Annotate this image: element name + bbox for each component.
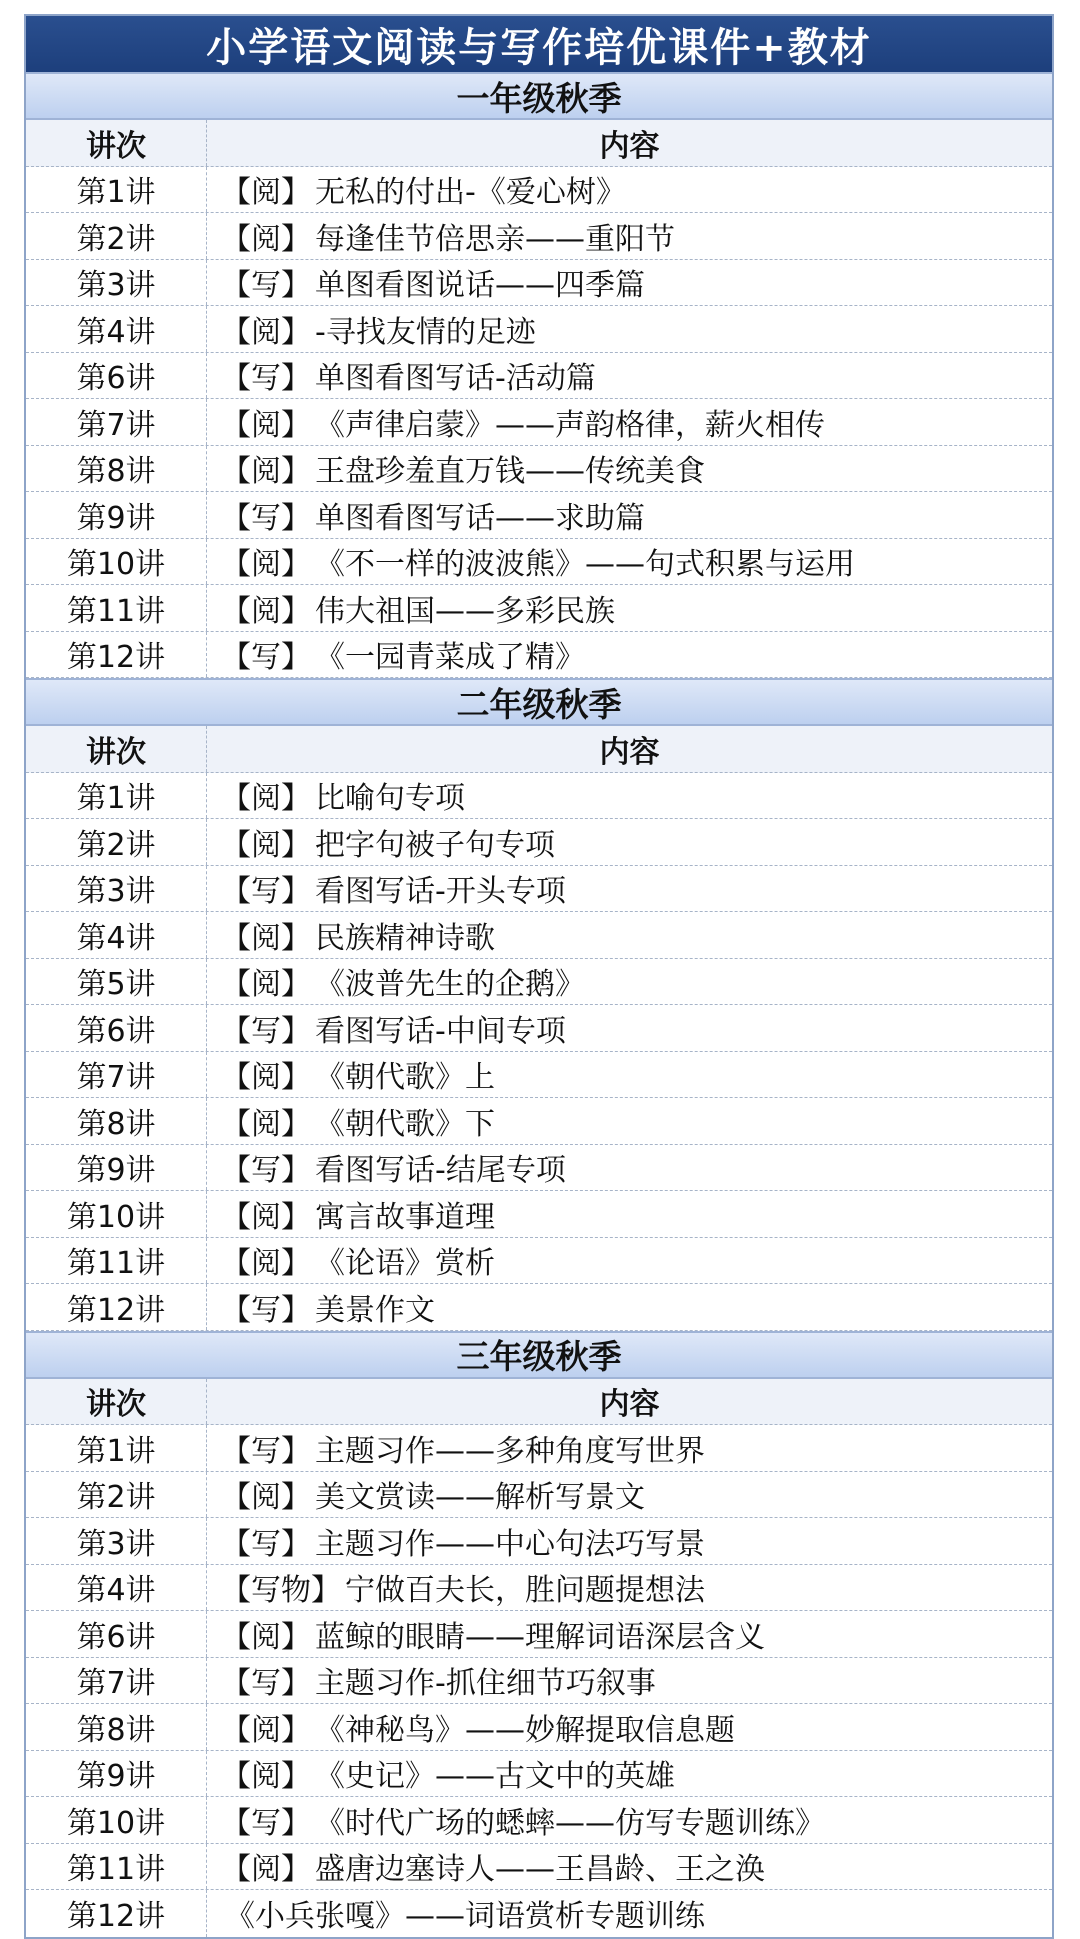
lesson-title: 主题习作——中心句法巧写景 (315, 1526, 705, 1562)
lesson-title: 单图看图写话-活动篇 (315, 361, 596, 397)
lesson-content (207, 1704, 1052, 1750)
lesson-title: 《波普先生的企鹅》 (315, 967, 585, 1003)
lesson-number: 第4讲 (26, 306, 207, 352)
lesson-title: 把字句被子句专项 (315, 827, 555, 863)
lesson-content (207, 1238, 1052, 1284)
lesson-number: 第1讲 (26, 167, 207, 213)
table-row (26, 167, 1052, 214)
lesson-tag: 【写】 (221, 500, 311, 536)
table-row (26, 585, 1052, 632)
table-row (26, 1844, 1052, 1891)
lesson-content (207, 539, 1052, 585)
lesson-tag: 【写】 (221, 1292, 311, 1328)
lesson-tag: 【阅】 (221, 781, 311, 817)
lesson-number: 第8讲 (26, 1704, 207, 1750)
lesson-content (207, 213, 1052, 259)
lesson-number: 第11讲 (26, 1238, 207, 1284)
table-row (26, 632, 1052, 679)
lesson-number: 第6讲 (26, 1611, 207, 1657)
table-row (26, 1518, 1052, 1565)
lesson-number: 第5讲 (26, 959, 207, 1005)
lesson-tag: 【阅】 (221, 407, 311, 443)
table-row (26, 866, 1052, 913)
lesson-title: 美文赏读——解析写景文 (315, 1480, 645, 1516)
lesson-number: 第11讲 (26, 585, 207, 631)
lesson-title: 看图写话-结尾专项 (315, 1153, 566, 1189)
table-row (26, 959, 1052, 1006)
lesson-number: 第12讲 (26, 632, 207, 678)
lesson-number: 第12讲 (26, 1284, 207, 1330)
lesson-title: 看图写话-开头专项 (315, 874, 566, 910)
lesson-tag: 【阅】 (221, 1199, 311, 1235)
lesson-title: 《史记》——古文中的英雄 (315, 1759, 675, 1795)
lesson-title: 《论语》赏析 (315, 1246, 495, 1282)
lesson-content (207, 1658, 1052, 1704)
lesson-content (207, 1098, 1052, 1144)
lesson-content (207, 1472, 1052, 1518)
lesson-tag: 【写】 (221, 1433, 311, 1469)
table-row (26, 1797, 1052, 1844)
lesson-title: 《神秘鸟》——妙解提取信息题 (315, 1712, 735, 1748)
table-row (26, 1611, 1052, 1658)
lesson-tag: 【写】 (221, 1666, 311, 1702)
lesson-content (207, 1518, 1052, 1564)
lesson-title: 《一园青菜成了精》 (315, 640, 585, 676)
table-row (26, 446, 1052, 493)
lesson-tag: 【写】 (221, 1805, 311, 1841)
lesson-number: 第9讲 (26, 1751, 207, 1797)
table-row (26, 1284, 1052, 1331)
table-row (26, 819, 1052, 866)
table-header-row (26, 726, 1052, 773)
lesson-number: 第9讲 (26, 492, 207, 538)
table-row (26, 306, 1052, 353)
lesson-number: 第8讲 (26, 1098, 207, 1144)
lesson-tag: 【阅】 (221, 314, 311, 350)
lesson-number: 第1讲 (26, 773, 207, 819)
lesson-content (207, 167, 1052, 213)
lesson-title: 宁做百夫长，胜问题提想法 (345, 1573, 705, 1609)
lesson-content (207, 632, 1052, 678)
table-row (26, 1890, 1052, 1937)
header-num: 讲次 (26, 1379, 207, 1425)
header-content: 内容 (599, 1387, 660, 1423)
lesson-title: 《时代广场的蟋蟀——仿写专题训练》 (315, 1805, 825, 1841)
lesson-content (207, 1005, 1052, 1051)
lesson-title: -寻找友情的足迹 (315, 314, 536, 350)
lesson-number: 第4讲 (26, 1565, 207, 1611)
table-row (26, 912, 1052, 959)
table-row (26, 1005, 1052, 1052)
lesson-number: 第10讲 (26, 539, 207, 585)
lesson-number: 第3讲 (26, 260, 207, 306)
lesson-content (207, 819, 1052, 865)
table-row (26, 1658, 1052, 1705)
page-title: 小学语文阅读与写作培优课件+教材 (26, 16, 1052, 72)
section-title: 二年级秋季 (26, 678, 1052, 726)
lesson-number: 第7讲 (26, 399, 207, 445)
lesson-tag: 【阅】 (221, 1619, 311, 1655)
lesson-tag: 【写】 (221, 1013, 311, 1049)
lesson-number: 第7讲 (26, 1052, 207, 1098)
lesson-content (207, 1052, 1052, 1098)
lesson-number: 第4讲 (26, 912, 207, 958)
lesson-content (207, 1611, 1052, 1657)
lesson-tag: 【阅】 (221, 1246, 311, 1282)
table-row (26, 1052, 1052, 1099)
table-row (26, 213, 1052, 260)
table-row (26, 773, 1052, 820)
lesson-tag: 【阅】 (221, 1759, 311, 1795)
lesson-content (207, 959, 1052, 1005)
sections-container (26, 72, 1052, 1937)
lesson-content (207, 1425, 1052, 1471)
lesson-content (207, 1890, 1052, 1937)
table-row (26, 1565, 1052, 1612)
lesson-tag: 【写】 (221, 874, 311, 910)
table-row (26, 492, 1052, 539)
lesson-title: 《朝代歌》下 (315, 1106, 495, 1142)
lesson-tag: 【写】 (221, 640, 311, 676)
lesson-title: 美景作文 (315, 1292, 435, 1328)
lesson-content (207, 1191, 1052, 1237)
lesson-tag: 【写】 (221, 1526, 311, 1562)
lesson-tag: 【阅】 (221, 1480, 311, 1516)
lesson-content (207, 912, 1052, 958)
lesson-title: 无私的付出-《爱心树》 (315, 175, 626, 211)
lesson-tag: 【阅】 (221, 175, 311, 211)
lesson-tag: 【阅】 (221, 1060, 311, 1096)
lesson-title: 主题习作——多种角度写世界 (315, 1433, 705, 1469)
lesson-title: 盛唐边塞诗人——王昌龄、王之涣 (315, 1852, 765, 1888)
lesson-number: 第1讲 (26, 1425, 207, 1471)
lesson-title: 单图看图写话——求助篇 (315, 500, 645, 536)
lesson-title: 《不一样的波波熊》——句式积累与运用 (315, 547, 855, 583)
course-table (24, 14, 1054, 1939)
lesson-number: 第6讲 (26, 1005, 207, 1051)
lesson-number: 第11讲 (26, 1844, 207, 1890)
lesson-tag: 【阅】 (221, 1712, 311, 1748)
lesson-tag: 【阅】 (221, 967, 311, 1003)
lesson-tag: 【写】 (221, 361, 311, 397)
lesson-content (207, 353, 1052, 399)
lesson-title: 王盘珍羞直万钱——传统美食 (315, 454, 705, 490)
lesson-number: 第10讲 (26, 1797, 207, 1843)
lesson-tag: 【写】 (221, 268, 311, 304)
table-row (26, 1238, 1052, 1285)
lesson-title: 主题习作-抓住细节巧叙事 (315, 1666, 656, 1702)
lesson-tag: 【阅】 (221, 1852, 311, 1888)
header-num: 讲次 (26, 120, 207, 166)
lesson-title: 伟大祖国——多彩民族 (315, 593, 615, 629)
lesson-content (207, 1844, 1052, 1890)
lesson-tag: 【阅】 (221, 593, 311, 629)
lesson-tag: 【阅】 (221, 827, 311, 863)
section-title: 三年级秋季 (26, 1331, 1052, 1379)
lesson-number: 第3讲 (26, 866, 207, 912)
header-num: 讲次 (26, 726, 207, 772)
lesson-number: 第3讲 (26, 1518, 207, 1564)
lesson-number: 第2讲 (26, 819, 207, 865)
table-row (26, 1704, 1052, 1751)
lesson-content (207, 585, 1052, 631)
lesson-tag: 【阅】 (221, 920, 311, 956)
lesson-content (207, 1797, 1052, 1843)
section-title: 一年级秋季 (26, 72, 1052, 120)
table-row (26, 399, 1052, 446)
lesson-number: 第7讲 (26, 1658, 207, 1704)
lesson-title: 单图看图说话——四季篇 (315, 268, 645, 304)
table-header-row (26, 120, 1052, 167)
lesson-content (207, 399, 1052, 445)
table-row (26, 353, 1052, 400)
table-row (26, 1751, 1052, 1798)
lesson-tag: 【写物】 (221, 1573, 341, 1609)
lesson-tag: 【阅】 (221, 454, 311, 490)
table-row (26, 1472, 1052, 1519)
lesson-title: 比喻句专项 (315, 781, 465, 817)
lesson-title: 每逢佳节倍思亲——重阳节 (315, 221, 675, 257)
table-row (26, 1425, 1052, 1472)
lesson-content (207, 866, 1052, 912)
lesson-content (207, 1751, 1052, 1797)
lesson-title: 寓言故事道理 (315, 1199, 495, 1235)
lesson-title: 《声律启蒙》——声韵格律，薪火相传 (315, 407, 825, 443)
lesson-content (207, 1145, 1052, 1191)
lesson-tag: 【阅】 (221, 1106, 311, 1142)
lesson-content (207, 773, 1052, 819)
lesson-number: 第6讲 (26, 353, 207, 399)
lesson-number: 第2讲 (26, 213, 207, 259)
lesson-number: 第10讲 (26, 1191, 207, 1237)
lesson-number: 第9讲 (26, 1145, 207, 1191)
table-row (26, 1191, 1052, 1238)
lesson-content (207, 492, 1052, 538)
lesson-content (207, 1284, 1052, 1330)
lesson-tag: 【阅】 (221, 547, 311, 583)
lesson-content (207, 260, 1052, 306)
lesson-tag: 【阅】 (221, 221, 311, 257)
lesson-number: 第2讲 (26, 1472, 207, 1518)
lesson-title: 蓝鲸的眼睛——理解词语深层含义 (315, 1619, 765, 1655)
lesson-title: 看图写话-中间专项 (315, 1013, 566, 1049)
lesson-content (207, 1565, 1052, 1611)
lesson-title: 《小兵张嘎》——词语赏析专题训练 (225, 1899, 705, 1935)
table-row (26, 539, 1052, 586)
table-row (26, 1145, 1052, 1192)
lesson-number: 第8讲 (26, 446, 207, 492)
header-content: 内容 (599, 734, 660, 770)
lesson-content (207, 306, 1052, 352)
header-content: 内容 (599, 128, 660, 164)
table-row (26, 260, 1052, 307)
table-header-row (26, 1379, 1052, 1426)
lesson-title: 民族精神诗歌 (315, 920, 495, 956)
table-row (26, 1098, 1052, 1145)
lesson-number: 第12讲 (26, 1890, 207, 1937)
lesson-title: 《朝代歌》上 (315, 1060, 495, 1096)
lesson-tag: 【写】 (221, 1153, 311, 1189)
lesson-content (207, 446, 1052, 492)
